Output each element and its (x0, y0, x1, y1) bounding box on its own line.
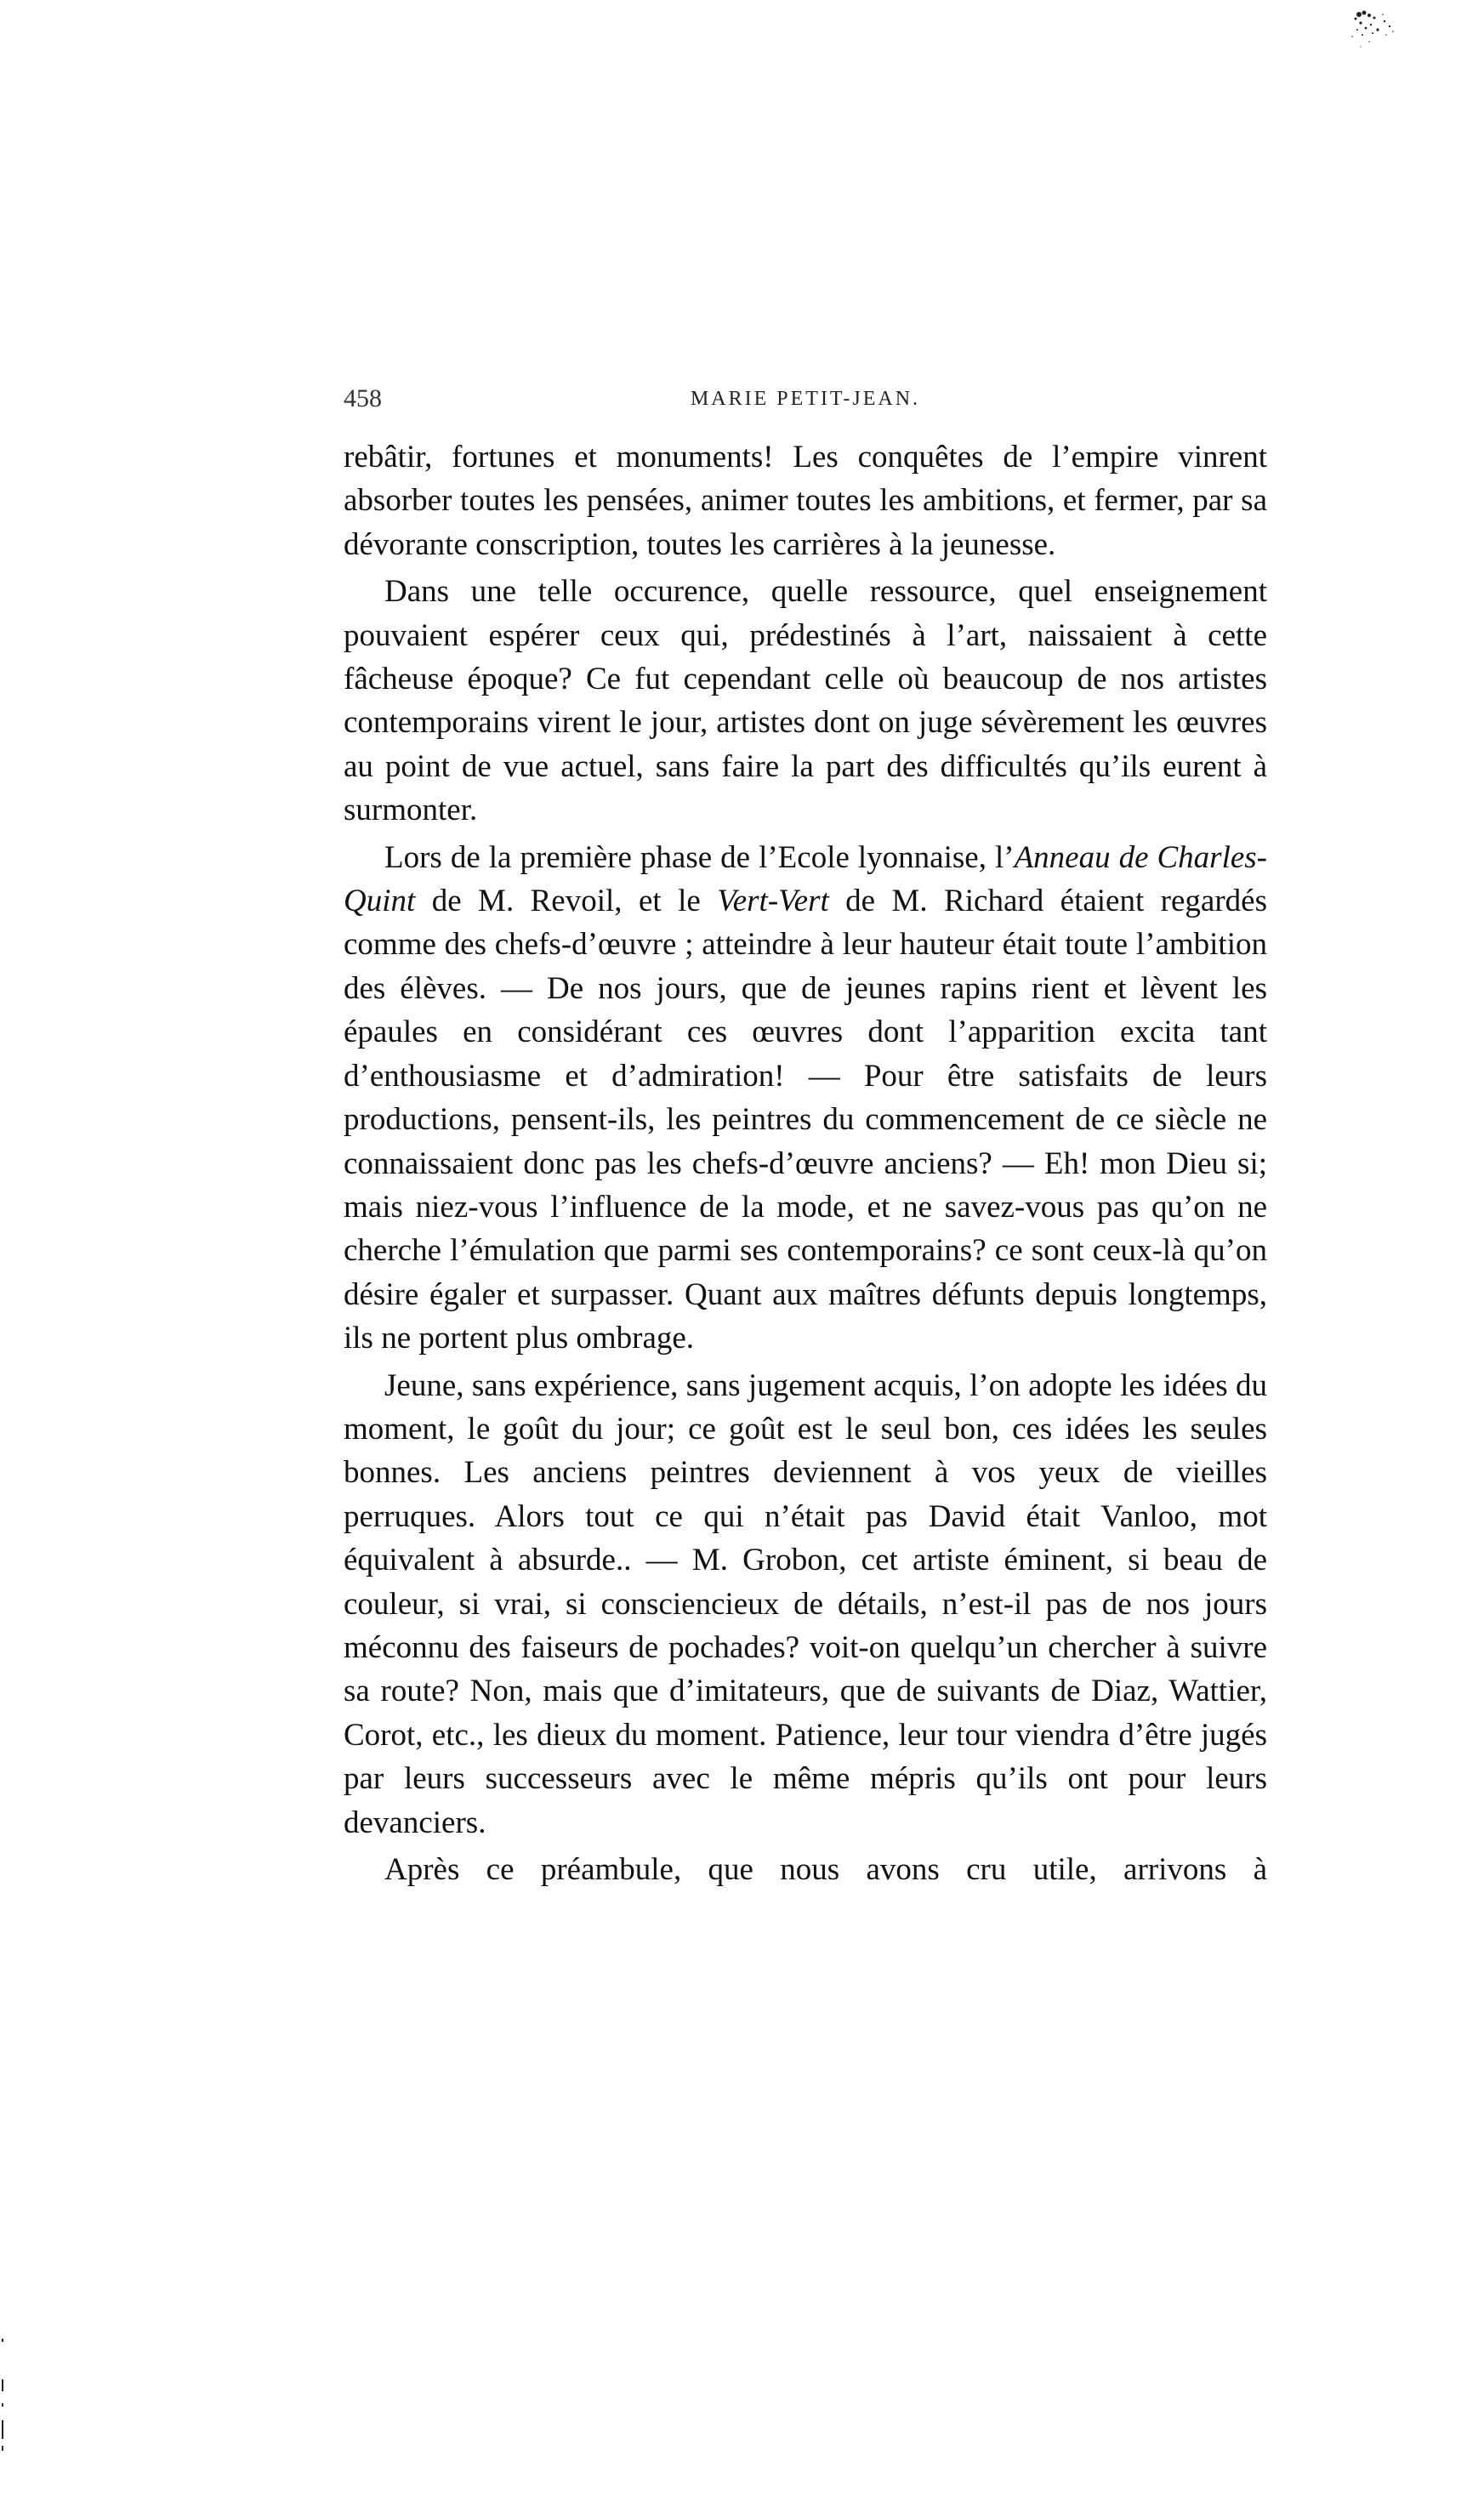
paragraph: Après ce préambule, que nous avons cru utile, arrivons à (384, 1852, 1267, 1887)
artwork-title: Anneau de Charles-Quint (344, 839, 1268, 919)
text-segment: de M. Richard étaient regardés comme des chefs-d’œuvre ; atteindre à leur hauteur était toute l’ambition des élèves. — De nos jours, que de jeunes rapins rient et lèvent les épaules en considérant ces œuvres dont l’apparition excita tant d’enthousiasme et d’admiration! — Pour être satisfaits de leurs productions, pensent-ils, les peintres du commencement de ce siècle ne connaissaient donc pas les chefs-d’œuvre anciens? — Eh! mon Dieu si; mais niez-vous l’influence de la mode, et ne savez-vous pas qu’on ne cherche l’émulation que parmi ses contemporains? ce sont ceux-là qu’on désire égaler et surpasser. Quant aux maîtres défunts depuis longtemps, ils ne portent plus ombrage. (344, 884, 1267, 1356)
artwork-title: Vert-Vert (717, 884, 829, 919)
paragraph (344, 836, 1267, 1361)
page-header (344, 384, 1267, 418)
paragraph: rebâtir, fortunes et monuments! Les conquêtes de l’empire vinrent absorber toutes les pensées, animer toutes les ambitions, et fermer, par sa dévorante conscription, toutes les carrières à la jeunesse. (344, 440, 1267, 562)
text-segment: de M. Revoil, et le (415, 884, 718, 919)
paragraph: Jeune, sans expérience, sans jugement acquis, l’on adopte les idées du moment, le goût du jour; ce goût est le seul bon, ces idées les seules bonnes. Les anciens peintres deviennent à vos yeux de vieilles perruques. Alors tout ce qui n’était pas David était Vanloo, mot équivalent à absurde.. — M. Grobon, cet artiste éminent, si beau de couleur, si vrai, si consciencieux de détails, n’est-il pas de nos jours méconnu des faiseurs de pochades? voit-on quelqu’un chercher à suivre sa route? Non, mais que d’imitateurs, que de suivants de Diaz, Wattier, Corot, etc., les dieux du moment. Patience, leur tour viendra d’être jugés par leurs successeurs avec le même mépris qu’ils ont pour leurs devanciers. (344, 1367, 1267, 1840)
library-stamp-mark (1335, 4, 1416, 60)
page-number: 458 (344, 384, 382, 412)
running-title: MARIE PETIT-JEAN. (690, 388, 921, 410)
text-segment: Lors de la première phase de l’Ecole lyonnaise, l’ (384, 839, 1015, 875)
scan-edge-marks (0, 2339, 7, 2466)
page-body (344, 435, 1267, 1891)
paragraph: Dans une telle occurence, quelle ressource, quel enseignement pouvaient espérer ceux qui, prédestinés à l’art, naissaient à cette fâcheuse époque? Ce fut cependant celle où beaucoup de nos artistes contemporains virent le jour, artistes dont on juge sévèrement les œuvres au point de vue actuel, sans faire la part des difficultés qu’ils eurent à surmonter. (344, 574, 1267, 828)
